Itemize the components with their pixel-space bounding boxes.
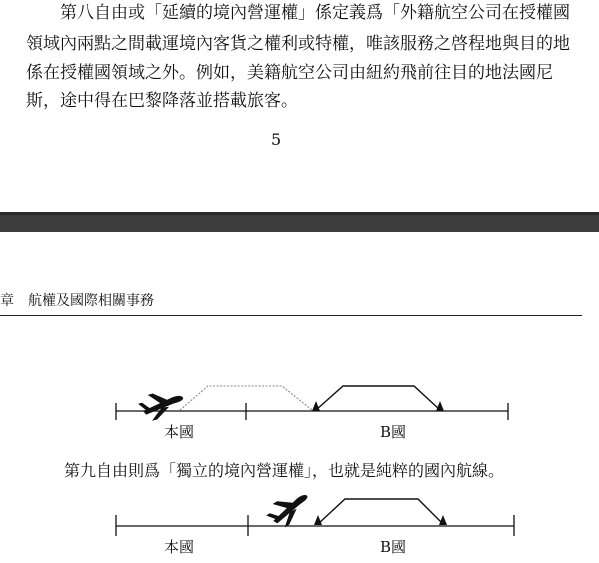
route-solid <box>316 386 440 410</box>
landing-marker <box>436 401 444 411</box>
text-line: 第八自由或「延續的境內營運權」係定義爲「外籍航空公司在授權國 <box>60 3 570 23</box>
diagram-ninth-freedom <box>116 486 514 556</box>
text-line: 係在授權國領域之外。例如，美籍航空公司由紐約飛前往目的地法國尼 <box>26 63 553 83</box>
text-line: 領域內兩點之間載運境內客貨之權利或特權，唯該服務之啓程地與目的地 <box>26 34 570 54</box>
ninth-freedom-caption: 第九自由則爲「獨立的境內營運權」，也就是純粹的國內航線。 <box>64 461 505 480</box>
label-country-b: B國 <box>380 538 407 556</box>
landing-marker <box>439 515 447 525</box>
landing-marker <box>314 515 322 525</box>
label-home-country: 本國 <box>164 423 195 441</box>
page-number: 5 <box>271 130 282 149</box>
diagram-eighth-freedom <box>116 386 508 441</box>
label-country-b: B國 <box>380 423 407 441</box>
route-solid <box>318 499 443 524</box>
landing-marker <box>312 401 320 411</box>
airplane-icon <box>137 387 187 423</box>
text-line: 斯，途中得在巴黎降落並搭載旅客。 <box>26 91 298 111</box>
chapter-header: 章 航權及國際相關事務 <box>0 293 154 309</box>
label-home-country: 本國 <box>164 538 195 556</box>
